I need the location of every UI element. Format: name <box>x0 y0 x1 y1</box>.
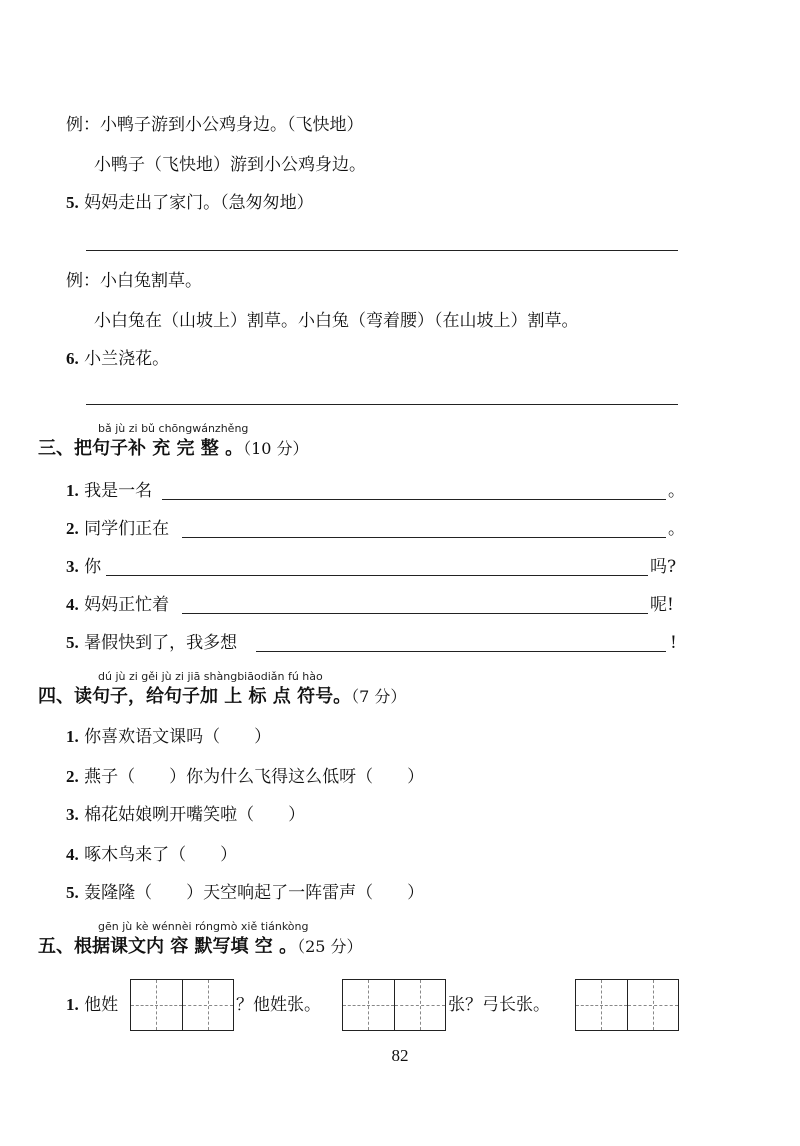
item-text: 妈妈正忙着 <box>84 595 170 615</box>
item-number: 4. <box>66 845 79 864</box>
question-number: 6. <box>66 349 79 368</box>
item-end-mark: 。 <box>668 481 685 501</box>
item-text: ） <box>220 845 238 865</box>
item-number: 3. <box>66 557 79 576</box>
example-1-answer: 小鸭子（飞快地）游到小公鸡身边。 <box>94 155 366 175</box>
grid-cell[interactable] <box>183 980 234 1030</box>
item-text: 暑假快到了，我多想 <box>84 633 238 653</box>
section-three-heading <box>38 438 309 460</box>
fill-line-4[interactable] <box>182 613 648 614</box>
punct-item-5 <box>66 882 424 904</box>
fill-item-4 <box>66 594 169 616</box>
punct-item-1 <box>66 726 271 748</box>
item-text: 同学们正在 <box>84 519 170 539</box>
section-score: （25 分） <box>297 937 363 956</box>
item-end-mark: ! <box>670 633 677 653</box>
item-number: 1. <box>66 481 79 500</box>
grid-cell[interactable] <box>395 980 446 1030</box>
item-text: ） <box>407 767 425 787</box>
grid-cell[interactable] <box>628 980 679 1030</box>
item-text: 你 <box>84 557 102 577</box>
item-text: 棉花姑娘咧开嘴笑啦（ <box>84 805 255 825</box>
fill-item-3 <box>66 556 101 578</box>
punct-item-3 <box>66 804 305 826</box>
punct-item-4 <box>66 844 237 866</box>
fill-item-5 <box>66 632 237 654</box>
item-number: 4. <box>66 595 79 614</box>
section-five-heading <box>38 936 363 958</box>
item-text: ） <box>407 883 425 903</box>
fill-line-5[interactable] <box>256 651 666 652</box>
item-text: ）你为什么飞得这么低呀（ <box>169 767 374 787</box>
example-2-answer: 小白兔在（山坡上）割草。小白兔（弯着腰）（在山坡上）割草。 <box>94 311 579 331</box>
item-text: 轰隆隆（ <box>84 883 153 903</box>
section-four-pinyin: dú jù zi gěi jù zi jiā shàngbiāodiǎn fú hào <box>98 670 323 683</box>
item-number: 2. <box>66 767 79 786</box>
item-number: 5. <box>66 883 79 902</box>
dictation-q1-end: 张？弓长张。 <box>448 995 550 1015</box>
example-1-question: 例：小鸭子游到小公鸡身边。（飞快地） <box>66 115 364 135</box>
section-score: （10 分） <box>243 439 309 458</box>
fill-item-2 <box>66 518 169 540</box>
answer-line-6[interactable] <box>86 404 678 405</box>
question-5 <box>66 192 314 214</box>
writing-grid-2[interactable] <box>342 979 446 1031</box>
fill-item-1 <box>66 480 152 502</box>
item-end-mark: 。 <box>668 519 685 539</box>
answer-line-5[interactable] <box>86 250 678 251</box>
fill-line-3[interactable] <box>106 575 648 576</box>
item-text: 燕子（ <box>84 767 136 787</box>
item-text: 你喜欢语文课吗（ <box>84 727 221 747</box>
section-title: 三、把句子补 充 完 整 。 <box>38 438 244 459</box>
question-number: 5. <box>66 193 79 212</box>
dictation-q1-middle: ？他姓张。 <box>236 995 321 1015</box>
dictation-q1-label <box>66 994 118 1016</box>
item-text: ）天空响起了一阵雷声（ <box>186 883 374 903</box>
section-four-heading <box>38 686 406 708</box>
grid-cell[interactable] <box>576 980 628 1030</box>
example-2-question: 例：小白兔割草。 <box>66 271 202 291</box>
section-three-pinyin: bǎ jù zi bǔ chōngwánzhěng <box>98 422 249 435</box>
fill-line-2[interactable] <box>182 537 666 538</box>
item-number: 1. <box>66 727 79 746</box>
question-text: 妈妈走出了家门。（急匆匆地） <box>84 193 314 213</box>
section-title: 四、读句子，给句子加 上 标 点 符号。 <box>38 686 352 707</box>
item-text: ） <box>254 727 272 747</box>
item-text: 我是一名 <box>84 481 153 501</box>
item-text: 他姓 <box>84 995 119 1015</box>
grid-cell[interactable] <box>131 980 183 1030</box>
item-number: 3. <box>66 805 79 824</box>
page-number: 82 <box>391 1046 409 1065</box>
writing-grid-3[interactable] <box>575 979 679 1031</box>
writing-grid-1[interactable] <box>130 979 234 1031</box>
item-number: 5. <box>66 633 79 652</box>
fill-line-1[interactable] <box>162 499 666 500</box>
section-score: （7 分） <box>351 687 407 706</box>
item-end-mark: 呢! <box>650 595 674 615</box>
item-end-mark: 吗? <box>650 557 677 577</box>
item-number: 1. <box>66 995 79 1014</box>
item-text: ） <box>288 805 306 825</box>
section-five-pinyin: gēn jù kè wénnèi róngmò xiě tiánkòng <box>98 920 309 933</box>
item-text: 啄木鸟来了（ <box>84 845 187 865</box>
item-number: 2. <box>66 519 79 538</box>
grid-cell[interactable] <box>343 980 395 1030</box>
punct-item-2 <box>66 766 424 788</box>
section-title: 五、根据课文内 容 默写填 空 。 <box>38 936 298 957</box>
question-6 <box>66 348 169 370</box>
question-text: 小兰浇花。 <box>84 349 170 369</box>
